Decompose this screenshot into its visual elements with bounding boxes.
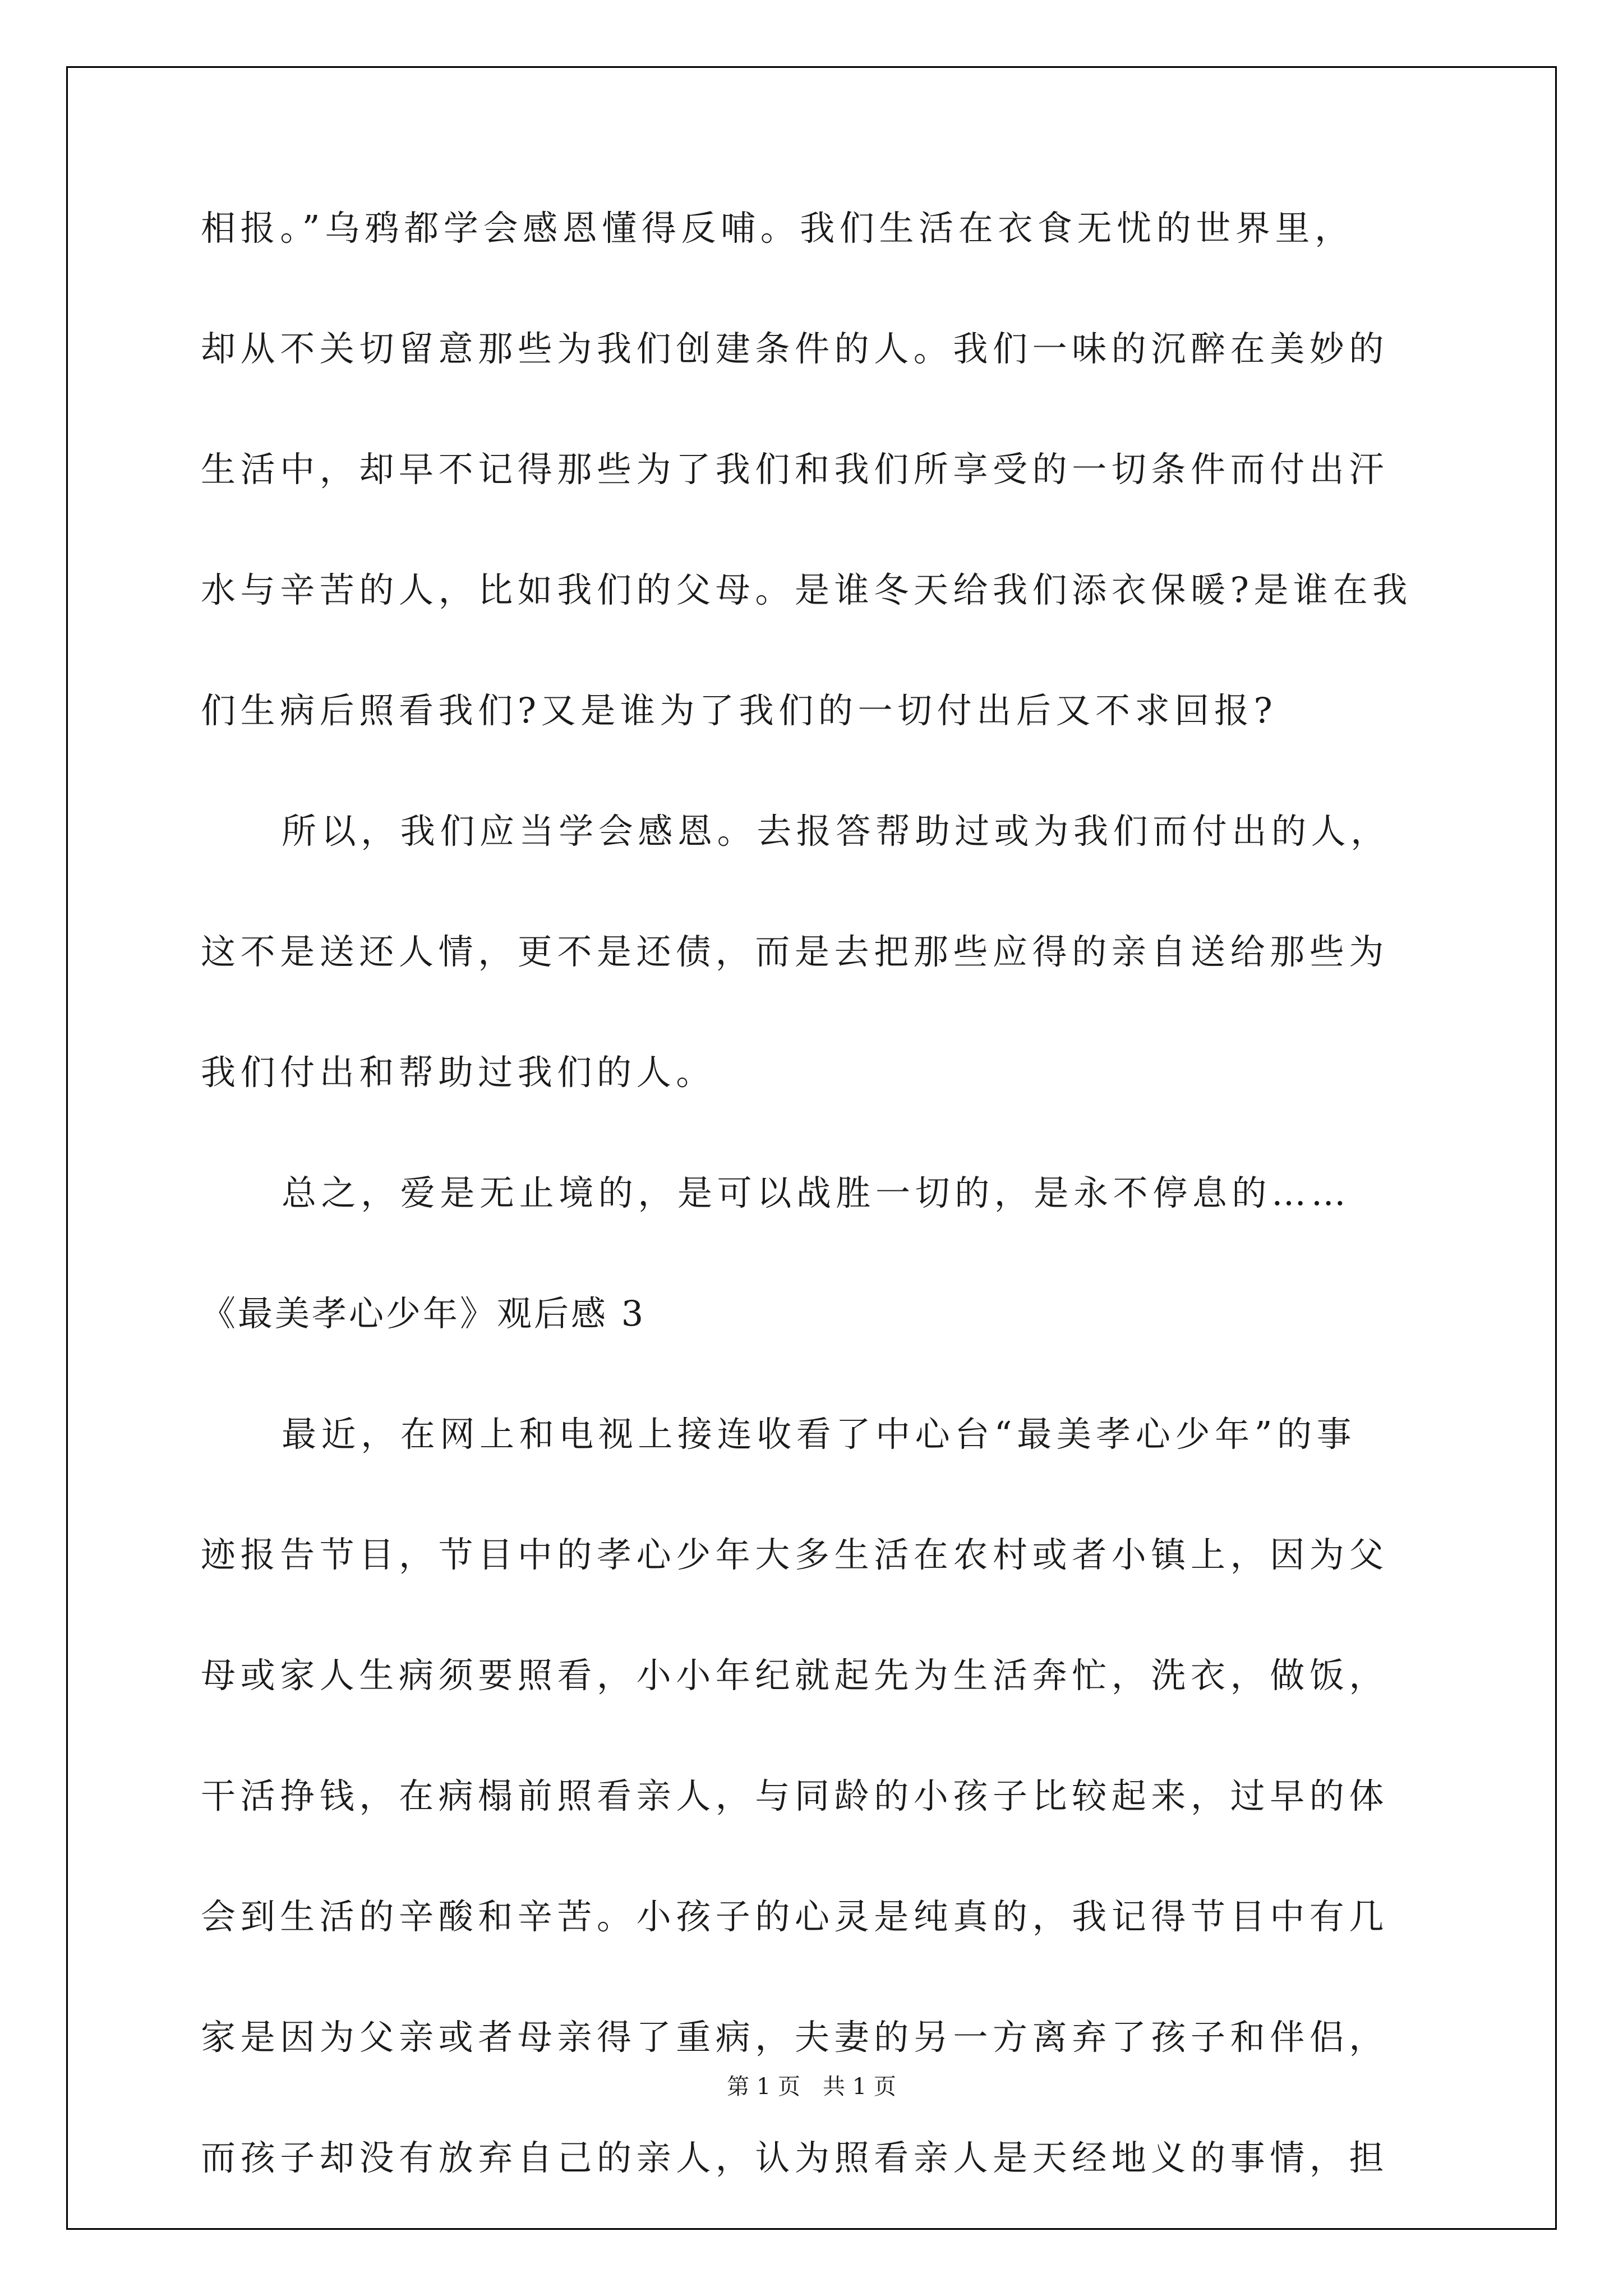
paragraph-start-line: 总之，爱是无止境的，是可以战胜一切的，是永不停息的…… xyxy=(282,1172,1351,1213)
section-heading: 《最美孝心少年》观后感 3 xyxy=(201,1293,646,1334)
text-line: 水与辛苦的人，比如我们的父母。是谁冬天给我们添衣保暖?是谁在我 xyxy=(201,569,1412,610)
text-line: 母或家人生病须要照看，小小年纪就起先为生活奔忙，洗衣，做饭， xyxy=(201,1655,1389,1696)
text-line: 生活中，却早不记得那些为了我们和我们所享受的一切条件而付出汗 xyxy=(201,449,1389,490)
paragraph-start-line: 所以，我们应当学会感恩。去报答帮助过或为我们而付出的人， xyxy=(282,811,1390,852)
page-total: 共 1 页 xyxy=(823,2074,896,2100)
text-line: 却从不关切留意那些为我们创建条件的人。我们一味的沉醉在美妙的 xyxy=(201,328,1389,369)
page-footer xyxy=(0,2070,1623,2104)
text-line: 相报。”乌鸦都学会感恩懂得反哺。我们生活在衣食无忧的世界里， xyxy=(201,208,1354,249)
text-line: 会到生活的辛酸和辛苦。小孩子的心灵是纯真的，我记得节目中有几 xyxy=(201,1896,1389,1937)
text-line: 我们付出和帮助过我们的人。 xyxy=(201,1052,716,1093)
text-line: 干活挣钱，在病榻前照看亲人，与同龄的小孩子比较起来，过早的体 xyxy=(201,1775,1389,1816)
text-line: 们生病后照看我们?又是谁为了我们的一切付出后又不求回报? xyxy=(201,690,1278,731)
paragraph-start-line: 最近，在网上和电视上接连收看了中心台“最美孝心少年”的事 xyxy=(282,1414,1357,1455)
text-line: 这不是送还人情，更不是还债，而是去把那些应得的亲自送给那些为 xyxy=(201,931,1389,972)
page-number: 第 1 页 xyxy=(727,2074,800,2100)
text-line: 家是因为父亲或者母亲得了重病，夫妻的另一方离弃了孩子和伴侣， xyxy=(201,2017,1389,2058)
text-line: 迹报告节目，节目中的孝心少年大多生活在农村或者小镇上，因为父 xyxy=(201,1534,1389,1575)
text-line: 而孩子却没有放弃自己的亲人，认为照看亲人是天经地义的事情，担 xyxy=(201,2137,1389,2178)
